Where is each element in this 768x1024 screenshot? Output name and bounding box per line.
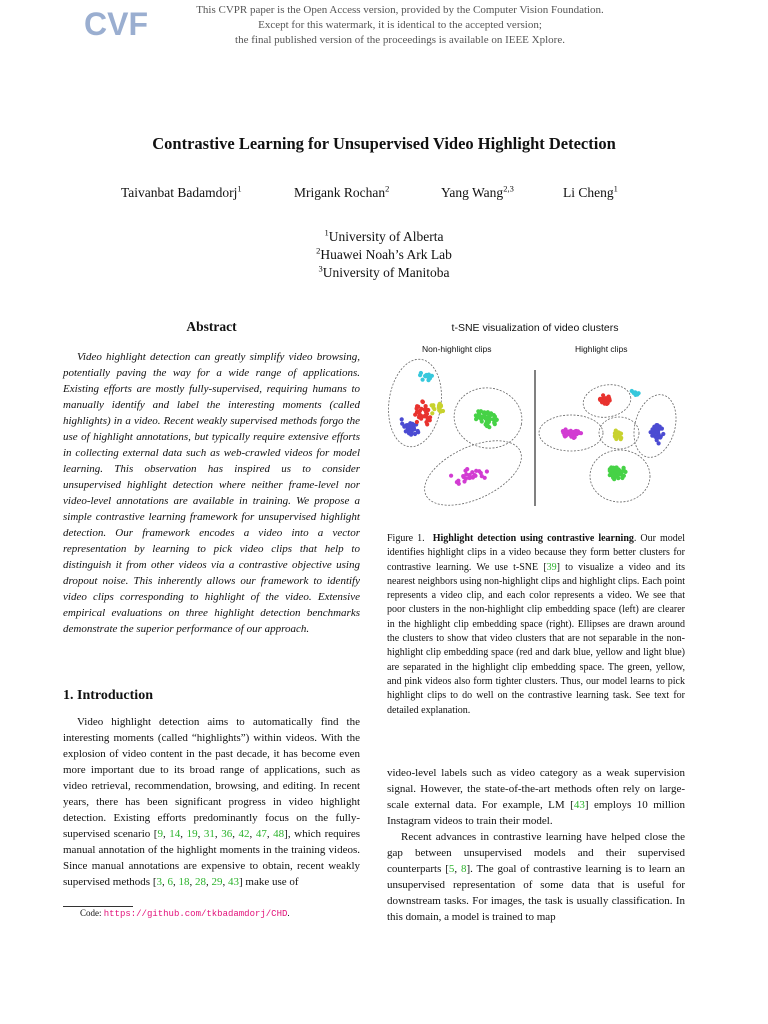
data-point-pink (456, 479, 460, 483)
data-point-red (607, 396, 611, 400)
data-point-red (417, 414, 421, 418)
data-point-green (493, 422, 497, 426)
footnote-end: . (287, 908, 290, 918)
data-point-green (608, 469, 612, 473)
data-point-red (428, 418, 432, 422)
citation-link[interactable]: 28 (194, 876, 206, 888)
data-point-green (616, 470, 620, 474)
tsne-plot (385, 358, 685, 518)
watermark-line: the final published version of the proceedings is available on IEEE Xplore. (235, 34, 565, 46)
data-point-pink (569, 435, 573, 439)
citation-link[interactable]: 43 (227, 876, 239, 888)
svg-text:CVF: CVF (84, 6, 148, 42)
body-text: ]. The goal of contrastive learning is to learn an unsupervised representation of some data that is useful for downstream tasks. For images, the task is usually classification. In this domain, a model is trained to map (387, 863, 686, 923)
data-point-pink (449, 474, 453, 478)
data-point-green (491, 417, 495, 421)
caption-bold: Highlight detection using contrastive learning (432, 533, 634, 544)
citation-link[interactable]: 39 (546, 561, 557, 573)
footnote (80, 908, 290, 919)
affil-mark: 2 (316, 245, 321, 256)
author-affil-mark: 1 (237, 183, 242, 194)
intro-text: ] make use of (238, 876, 299, 888)
citation-link[interactable]: 43 (573, 799, 585, 811)
data-point-darkblue (650, 427, 654, 431)
paragraph (387, 765, 685, 829)
section-heading-introduction: 1. Introduction (63, 688, 153, 703)
data-point-green (620, 476, 624, 480)
author-list (0, 185, 768, 205)
author-affil-mark: 2,3 (503, 183, 514, 194)
figure-tsne (385, 318, 685, 518)
data-point-darkblue (655, 435, 659, 439)
data-point-pink (462, 475, 466, 479)
data-point-darkblue (409, 422, 413, 426)
affiliation (0, 228, 768, 246)
intro-text: Video highlight detection aims to automatically find the interesting moments (called “highlights”) within videos. With the explosion of video content in the past decade, it has become even more important due to its broad range of applications, such as video retrieval, recommendation, browsing, and editing. In recent years, there has been significant progress in video highlight detection. Existing efforts predominantly focus on the fully-supervised scenario [ (63, 716, 360, 840)
data-point-darkblue (659, 434, 663, 438)
abstract-text: Video highlight detection can greatly simplify video browsing, potentially paving the way for a wide range of applications. Existing efforts are mostly fully-supervised, requiring humans to manually identify and label the interesting moments (called highlights) in a video. Recent weakly supervised methods forgo the use of highlight annotations, but typically require extensive efforts in collecting external data such as web-crawled videos for model learning. This observation has inspired us to consider unsupervised highlight detection where neither frame-level nor video-level annotations are available in training. We propose a simple contrastive learning framework for unsupervised highlight detection. Our framework encodes a video into a vector representation by learning to pick video clips that help to distinguish it from other videos via a contrastive objective using dropout noise. This inherently allows our framework to identify video clips corresponding to highlight of the video. Extensive empirical evaluations on three highlight detection benchmarks demonstrate the superior performance of our approach. (63, 351, 360, 635)
data-point-lightblue (633, 392, 637, 396)
author-name: Li Cheng (563, 185, 614, 200)
citation-link[interactable]: 31 (203, 828, 215, 840)
author-name: Mrigank Rochan (294, 185, 386, 200)
data-point-red (601, 393, 605, 397)
affil-name: University of Manitoba (322, 265, 450, 280)
data-point-darkblue (416, 430, 420, 434)
cvf-logo (84, 5, 148, 42)
affil-name: Huawei Noah’s Ark Lab (320, 247, 452, 262)
affil-mark: 1 (324, 227, 329, 238)
data-point-green (476, 415, 480, 419)
data-point-pink (564, 431, 568, 435)
footnote-divider (63, 906, 133, 907)
citation-link[interactable]: 18 (178, 876, 190, 888)
data-point-pink (468, 473, 472, 477)
data-point-green (622, 466, 626, 470)
data-point-green (485, 420, 489, 424)
watermark-line: Except for this watermark, it is identical to the accepted version; (258, 19, 542, 31)
data-point-pink (462, 479, 466, 483)
data-point-lightblue (426, 378, 430, 382)
data-point-red (598, 398, 602, 402)
data-point-green (480, 419, 484, 423)
watermark-line: This CVPR paper is the Open Access version, provided by the Computer Vision Foundation. (196, 4, 604, 16)
body-text: ] employs 10 million Instagram videos to train their model. (387, 799, 685, 827)
data-point-pink (485, 469, 489, 473)
data-point-red (423, 408, 427, 412)
affiliation-list (0, 228, 768, 282)
code-link[interactable]: https://github.com/tkbadamdorj/CHD (103, 909, 288, 919)
data-point-pink (465, 467, 469, 471)
data-point-red (420, 399, 424, 403)
data-point-pink (579, 431, 583, 435)
panel-label-non-highlight: Non-highlight clips (422, 344, 492, 354)
data-point-yellow (430, 411, 434, 415)
author-affil-mark: 2 (385, 183, 390, 194)
data-point-green (623, 470, 627, 474)
data-point-yellow (614, 437, 618, 441)
affiliation (0, 264, 768, 282)
data-point-yellow (438, 402, 442, 406)
paragraph: Recent advances in contrastive learning have helped close the gap between unsupervised models and their supervised counterparts [5, 8]. The goal of contrastive learning is to learn an unsupervised representation of some data that is useful for downstream tasks. For images, the task is usually classification. In this domain, a model is trained to map (387, 831, 686, 923)
body-text: video-level labels such as video category as a weak supervision signal. However, the state-of-the-art methods often rely on large-scale external data. For example, LM [ (387, 767, 685, 811)
data-point-darkblue (404, 429, 408, 433)
data-point-green (614, 465, 618, 469)
citation-link[interactable]: 6 (167, 876, 173, 888)
author (294, 185, 389, 201)
affil-name: University of Alberta (328, 229, 444, 244)
citation-link[interactable]: 9 (157, 828, 163, 840)
author (441, 185, 514, 201)
data-point-green (483, 411, 487, 415)
citation-link[interactable]: 19 (186, 828, 198, 840)
figure-title: t-SNE visualization of video clusters (451, 322, 619, 334)
introduction-paragraph: Video highlight detection aims to automatically find the interesting moments (called “highlights”) within videos. With the explosion of video content in the past decade, it has become even more important due to its broad range of applications, such as video retrieval, recommendation, browsing, and editing. In recent years, there has been significant progress in video highlight detection. Existing efforts predominantly focus on the fully-supervised scenario [9, 14, 19, 31, 36, 42, 47, 48], which requires manual annotation of the highlight moments in the training videos. Since manual annotations are expensive to obtain, recent weakly supervised methods [3, 6, 18, 28, 29, 43] make use of (63, 716, 361, 888)
data-point-green (611, 473, 615, 477)
affil-mark: 3 (318, 263, 323, 274)
data-point-green (495, 418, 499, 422)
author-name: Taivanbat Badamdorj (121, 185, 238, 200)
caption-label: Figure 1. (387, 533, 425, 544)
data-point-pink (474, 469, 478, 473)
data-point-red (424, 404, 428, 408)
author (563, 185, 618, 201)
data-point-darkblue (409, 428, 413, 432)
data-point-pink (473, 473, 477, 477)
data-point-darkblue (655, 426, 659, 430)
citation-link[interactable]: 5 (448, 863, 455, 875)
abstract-heading: Abstract (186, 319, 237, 334)
data-point-pink (483, 476, 487, 480)
citation-link[interactable]: 14 (169, 828, 181, 840)
data-point-pink (574, 431, 578, 435)
citation-link[interactable]: 8 (460, 863, 467, 875)
open-access-watermark (150, 3, 650, 48)
panel-label-highlight: Highlight clips (575, 344, 628, 354)
data-point-lightblue (419, 371, 423, 375)
data-point-yellow (617, 431, 621, 435)
paper-title: Contrastive Learning for Unsupervised Video Highlight Detection (152, 134, 616, 153)
figure-caption (387, 532, 685, 718)
body-text: Recent advances in contrastive learning have helped close the gap between unsupervised models and their supervised counterparts [ (387, 831, 685, 875)
data-point-red (605, 401, 609, 405)
footnote-label: Code: (80, 908, 104, 918)
data-point-green (487, 425, 491, 429)
author-affil-mark: 1 (613, 183, 618, 194)
data-point-green (479, 409, 483, 413)
data-point-darkblue (657, 441, 661, 445)
citation-link[interactable]: 42 (238, 828, 250, 840)
data-point-red (416, 405, 420, 409)
author-name: Yang Wang (441, 185, 504, 200)
data-point-green (489, 413, 493, 417)
data-point-lightblue (421, 378, 425, 382)
citation-link[interactable]: 48 (273, 828, 285, 840)
author (121, 185, 242, 201)
citation-link[interactable]: 29 (211, 876, 223, 888)
data-point-darkblue (400, 422, 404, 426)
citation-link[interactable]: 47 (255, 828, 267, 840)
data-point-darkblue (400, 417, 404, 421)
citation-link[interactable]: 36 (221, 828, 233, 840)
data-point-red (415, 420, 419, 424)
right-column-body (387, 765, 685, 925)
caption-text: . Our model identifies highlight clips in a video because they form better clusters for contrastive learning. We use t-SNE [ (387, 533, 686, 573)
data-point-yellow (437, 408, 441, 412)
caption-text: ] to visualize a video and its nearest neighbors using non-highlight clips and highlight clips. Each point represents a video clip, and each color represents a video. We see that poor clusters in the non-highlight clip embedding space (left) are clearer in the highlight clip embedding space (right). Ellipses are drawn around the clusters to show that video clusters that are not separable in the non-highlight clip embedding space (red and dark blue, yellow and light blue) are separated in the highlight clip embedding space. The green, yellow, and pink videos also form tighter clusters. Thus, our model learns to pick highlight clips to do well on the contrastive learning task. See text for detailed explanation. (387, 561, 685, 716)
data-point-red (425, 412, 429, 416)
data-point-lightblue (430, 374, 434, 378)
intro-text: ], which requires manual annotation of the highlight moments in the training videos. Since manual annotations are expensive to obtain, recent weakly supervised methods [ (63, 828, 361, 888)
data-point-yellow (431, 405, 435, 409)
affiliation (0, 246, 768, 264)
data-point-lightblue (424, 373, 428, 377)
citation-link[interactable]: 3 (156, 876, 162, 888)
